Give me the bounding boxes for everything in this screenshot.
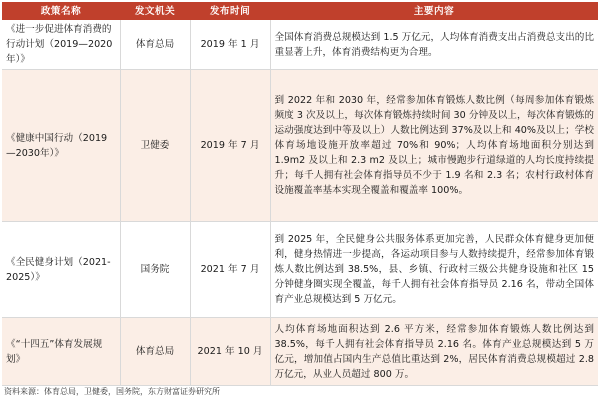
header-policy-name: 政策名称	[2, 2, 120, 20]
table-row	[2, 318, 598, 386]
header-release-date: 发布时间	[190, 2, 270, 20]
source-note: 资料来源：体育总局，卫健委，国务院，东方财富证券研究所	[4, 387, 220, 396]
header-main-content: 主要内容	[270, 2, 598, 20]
release-date: 2021 年 10 月	[190, 318, 270, 386]
table-row	[2, 222, 598, 318]
release-date: 2021 年 7 月	[190, 222, 270, 318]
main-content: 全国体育消费总规模达到 1.5 万亿元，人均体育消费支出占消费总支出的比重显著上升，体育消费结构更为合理。	[270, 20, 598, 70]
main-content: 到 2025 年，全民健身公共服务体系更加完善，人民群众体育健身更加便利，健身热情进一步提高，各运动项目参与人数持续提升，经常参加体育锻炼人数比例达到 38.5%，县、乡镇、行政村三级公共健身设施和社区 15 分钟健身圈实现全覆盖，每千人拥有社会体育指导员 2.16 名，带动全国体育产业总规模达到 5 万亿元。	[270, 222, 598, 318]
policy-table	[2, 2, 598, 386]
table-row	[2, 70, 598, 222]
header-issuing-dept: 发文机关	[120, 2, 190, 20]
issuing-dept: 国务院	[120, 222, 190, 318]
policy-name: 《进一步促进体育消费的行动计划（2019—2020年）》	[2, 20, 120, 70]
main-content: 人均体育场地面积达到 2.6 平方米，经常参加体育锻炼人数比例达到 38.5%，每千人拥有社会体育指导员 2.16 名。体育产业总规模达到 5 万亿元，增加值占国内生产总值比重达到 2%，居民体育消费总规模超过 2.8 万亿元，从业人员超过 800 万。	[270, 318, 598, 386]
issuing-dept: 卫健委	[120, 70, 190, 222]
table-row	[2, 20, 598, 70]
main-content: 到 2022 年和 2030 年，经常参加体育锻炼人数比例（每周参加体育锻炼频度 3 次及以上，每次体育锻炼持续时间 30 分钟及以上，每次体育锻炼的运动强度达到中等及以上）人数比例达到 37%及以上和 40%及以上；学校体育场地设施开放率超过 70%和 90%；人均体育场地面积分别达到 1.9m2 及以上和 2.3 m2 及以上；城市慢跑步行道绿道的人均长度持续提升；每千人拥有社会体育指导员不少于 1.9 名和 2.3 名；农村行政村体育设施覆盖率基本实现全覆盖和覆盖率 100%。	[270, 70, 598, 222]
release-date: 2019 年 1 月	[190, 20, 270, 70]
issuing-dept: 体育总局	[120, 318, 190, 386]
release-date: 2019 年 7 月	[190, 70, 270, 222]
policy-name: 《全民健身计划（2021-2025）》	[2, 222, 120, 318]
issuing-dept: 体育总局	[120, 20, 190, 70]
policy-name: 《健康中国行动（2019—2030年）》	[2, 70, 120, 222]
table-header-row	[2, 2, 598, 20]
policy-name: 《“十四五”体育发展规划》	[2, 318, 120, 386]
